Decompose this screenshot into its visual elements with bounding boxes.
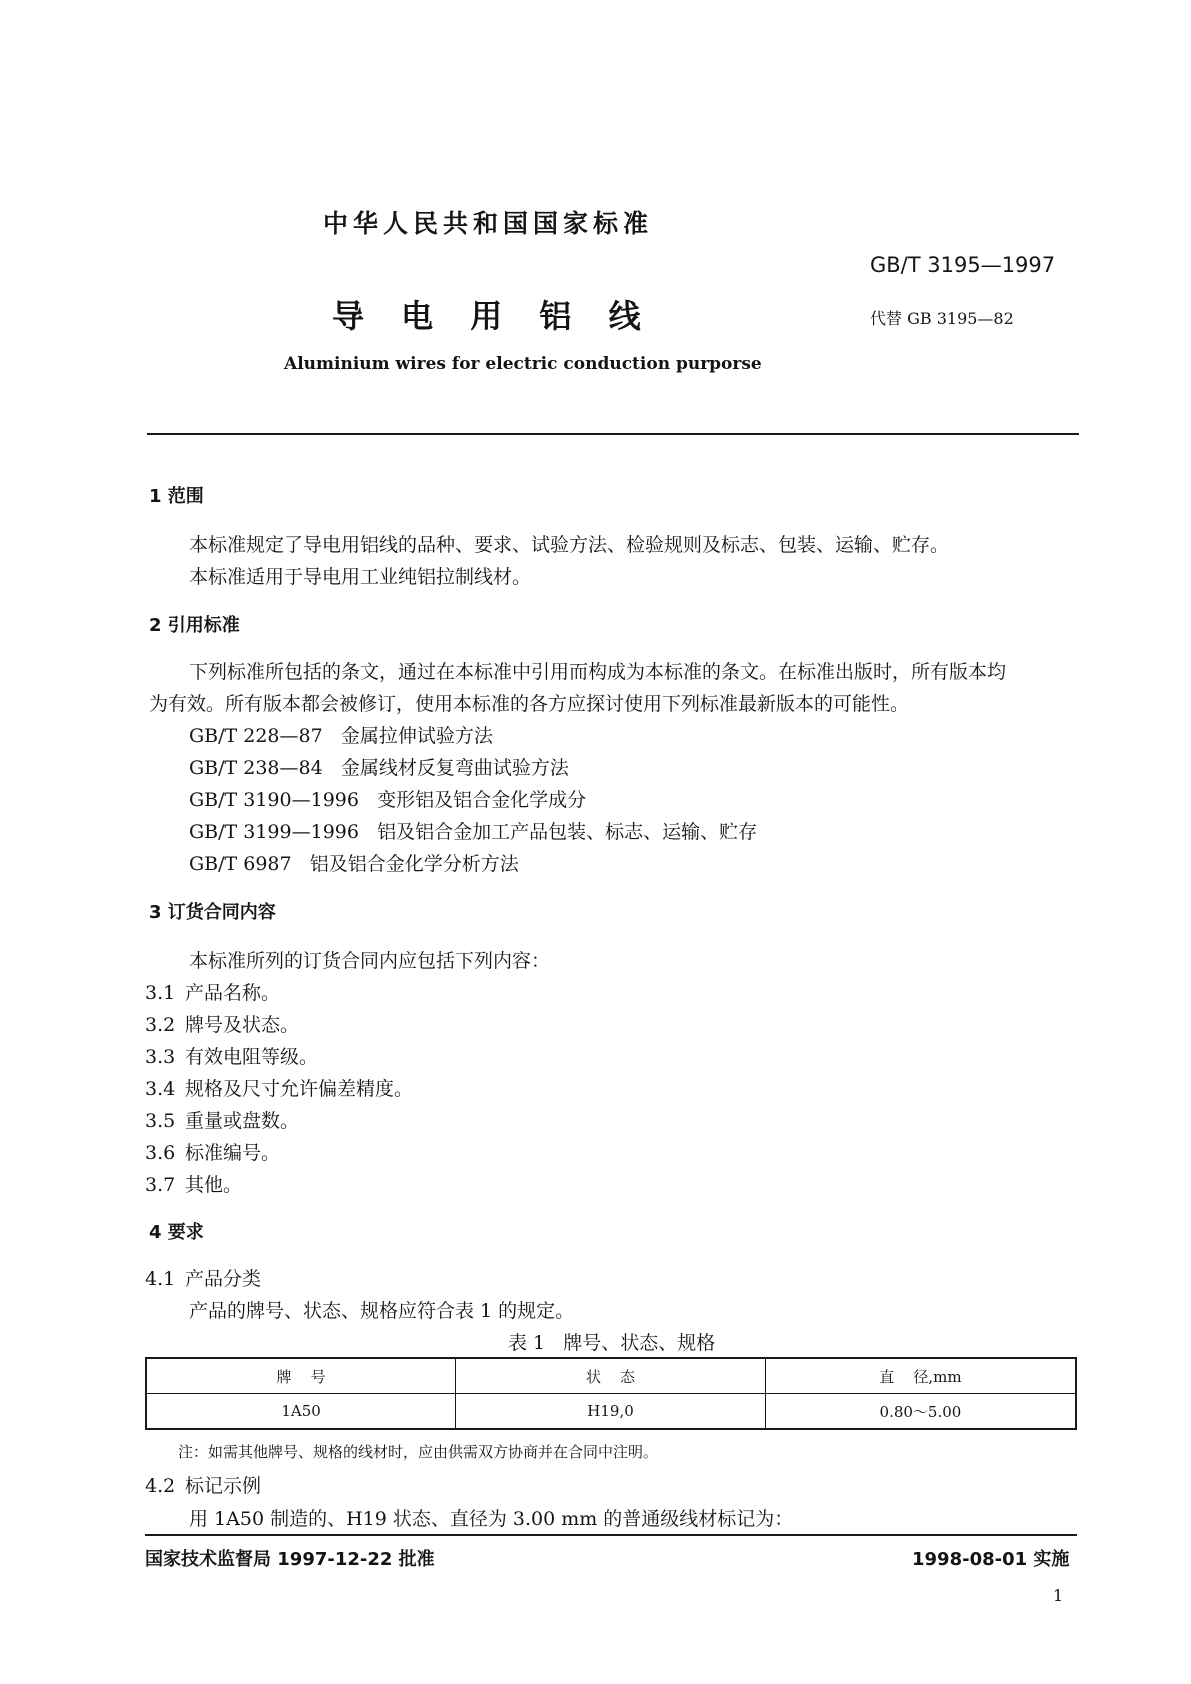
- section-2-title: 2 引用标准: [149, 615, 240, 636]
- item-text: 有效电阻等级。: [185, 1046, 319, 1068]
- item-text: 重量或盘数。: [185, 1110, 300, 1132]
- footer-divider: [145, 1534, 1077, 1536]
- item-text: 产品名称。: [185, 982, 281, 1004]
- list-item: [145, 1106, 299, 1133]
- list-item: [145, 1042, 318, 1069]
- table-header-cell: 状 态: [456, 1358, 766, 1394]
- subsection-number: 4.2: [145, 1475, 176, 1497]
- subsection-4-1-heading: [145, 1264, 261, 1291]
- replaces-standard: 代替 GB 3195—82: [870, 309, 1014, 328]
- table-cell: 0.80～5.00: [765, 1394, 1076, 1430]
- item-number: 3.7: [145, 1174, 176, 1196]
- item-number: 3.6: [145, 1142, 176, 1164]
- approval-info: 国家技术监督局 1997-12-22 批准: [145, 1549, 435, 1570]
- item-text: 标准编号。: [185, 1142, 281, 1164]
- subsection-title: 标记示例: [185, 1475, 262, 1497]
- item-text: 牌号及状态。: [185, 1014, 300, 1036]
- section-1-para-1: 本标准规定了导电用铝线的品种、要求、试验方法、检验规则及标志、包装、运输、贮存。: [189, 534, 950, 556]
- effective-date: 1998-08-01 实施: [912, 1549, 1070, 1570]
- section-2-para-line-1: 下列标准所包括的条文，通过在本标准中引用而构成为本标准的条文。在标准出版时，所有版本均: [189, 661, 1007, 683]
- table-row: [146, 1394, 1076, 1430]
- list-item: [145, 1170, 242, 1197]
- document-title: 导 电 用 铝 线: [332, 297, 641, 335]
- ref-standard-item: GB/T 3190—1996 变形铝及铝合金化学成分: [189, 789, 587, 811]
- item-number: 3.1: [145, 982, 176, 1004]
- page-number: 1: [1053, 1586, 1064, 1605]
- section-1-title: 1 范围: [149, 486, 204, 507]
- title-english: Aluminium wires for electric conduction purporse: [284, 354, 762, 374]
- item-number: 3.4: [145, 1078, 176, 1100]
- section-3-intro: 本标准所列的订货合同内应包括下列内容：: [189, 950, 551, 972]
- section-4-title: 4 要求: [149, 1222, 204, 1243]
- item-text: 其他。: [185, 1174, 243, 1196]
- table-caption: 表 1 牌号、状态、规格: [508, 1332, 716, 1354]
- subsection-4-2-heading: [145, 1471, 261, 1498]
- section-3-title: 3 订货合同内容: [149, 902, 276, 923]
- list-item: [145, 1138, 280, 1165]
- ref-standard-item: GB/T 6987 铝及铝合金化学分析方法: [189, 853, 519, 875]
- ref-standard-item: GB/T 228—87 金属拉伸试验方法: [189, 725, 493, 747]
- standard-code: GB/T 3195—1997: [870, 253, 1056, 277]
- subsection-title: 产品分类: [185, 1268, 262, 1290]
- section-1-para-2: 本标准适用于导电用工业纯铝拉制线材。: [189, 566, 532, 588]
- item-number: 3.5: [145, 1110, 176, 1132]
- table-cell: 1A50: [146, 1394, 456, 1430]
- subsection-4-2-text: 用 1A50 制造的、H19 状态、直径为 3.00 mm 的普通级线材标记为：: [189, 1508, 794, 1530]
- national-standard-title: 中华人民共和国国家标准: [323, 209, 654, 238]
- table-header-row: [146, 1358, 1076, 1394]
- table-header-cell: 牌 号: [146, 1358, 456, 1394]
- spec-table: [145, 1357, 1077, 1430]
- item-text: 规格及尺寸允许偏差精度。: [185, 1078, 414, 1100]
- subsection-number: 4.1: [145, 1268, 176, 1290]
- list-item: [145, 1074, 413, 1101]
- item-number: 3.2: [145, 1014, 176, 1036]
- ref-standard-item: GB/T 3199—1996 铝及铝合金加工产品包装、标志、运输、贮存: [189, 821, 758, 843]
- table-header-cell: 直 径,mm: [765, 1358, 1076, 1394]
- table-cell: H19,0: [456, 1394, 766, 1430]
- item-number: 3.3: [145, 1046, 176, 1068]
- list-item: [145, 1010, 299, 1037]
- header-divider: [147, 433, 1079, 435]
- table-note: 注：如需其他牌号、规格的线材时，应由供需双方协商并在合同中注明。: [178, 1443, 659, 1461]
- list-item: [145, 978, 280, 1005]
- section-2-para-line-2: 为有效。所有版本都会被修订，使用本标准的各方应探讨使用下列标准最新版本的可能性。: [149, 693, 910, 715]
- ref-standard-item: GB/T 238—84 金属线材反复弯曲试验方法: [189, 757, 569, 779]
- subsection-4-1-text: 产品的牌号、状态、规格应符合表 1 的规定。: [189, 1300, 575, 1322]
